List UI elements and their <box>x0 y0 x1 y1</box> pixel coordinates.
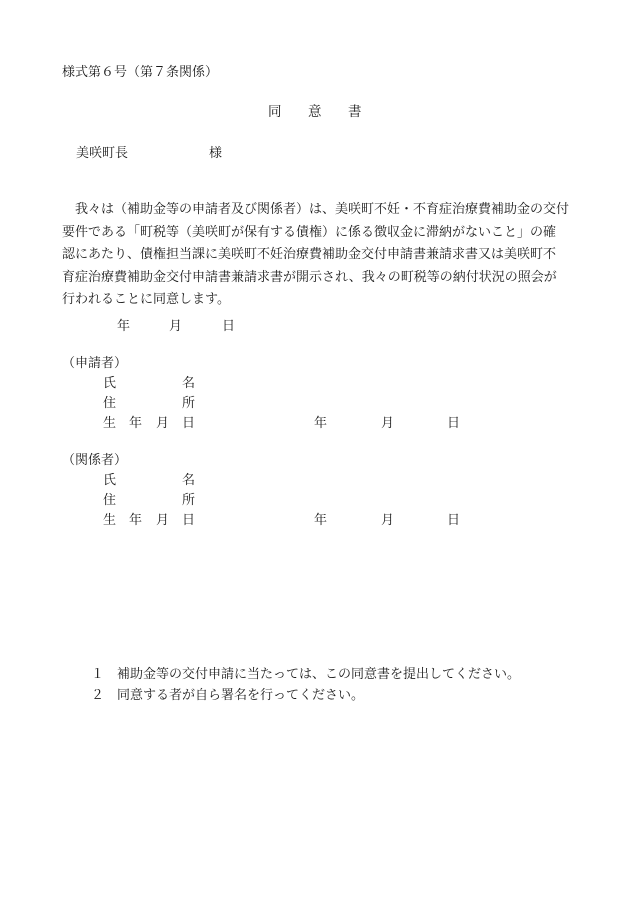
related-heading: （関係者） <box>62 453 128 468</box>
body-line: 我々は（補助金等の申請者及び関係者）は、美咲町不妊・不育症治療費補助金の交付 <box>75 202 570 217</box>
date-month-label: 月 <box>169 319 183 334</box>
title-char-1: 同 <box>268 104 282 120</box>
applicant-address-label-2: 所 <box>182 396 196 411</box>
body-line: 要件である「町税等（美咲町が保有する債権）に係る徴収金に滞納がないこと」の確 <box>62 224 557 240</box>
applicant-birth-month: 月 <box>381 416 395 431</box>
related-address-label-1: 住 <box>103 493 117 508</box>
note-text: 同意する者が自ら署名を行ってください。 <box>117 688 365 703</box>
body-line: 行われることに同意します。 <box>62 292 230 307</box>
related-birth-label-2: 年 <box>129 513 143 528</box>
related-birth-year: 年 <box>314 513 328 528</box>
applicant-birth-label-3: 月 <box>156 416 170 431</box>
related-birth-label-3: 月 <box>156 513 170 528</box>
applicant-birth-label-2: 年 <box>129 416 143 431</box>
applicant-birth-label-1: 生 <box>103 416 117 431</box>
note-number: ２ <box>91 688 105 703</box>
note-number: １ <box>91 667 105 682</box>
related-birth-day: 日 <box>447 513 461 528</box>
applicant-birth-day: 日 <box>447 416 461 431</box>
title-char-2: 意 <box>308 104 322 120</box>
related-name-label-1: 氏 <box>103 473 117 488</box>
addressee-suffix: 様 <box>209 146 223 161</box>
related-address-label-2: 所 <box>182 493 196 508</box>
related-birth-label-4: 日 <box>182 513 196 528</box>
body-line: 育症治療費補助金交付申請書兼請求書が開示され、我々の町税等の納付状況の照会が <box>62 269 557 285</box>
related-birth-label-1: 生 <box>103 513 117 528</box>
related-birth-month: 月 <box>381 513 395 528</box>
applicant-heading: （申請者） <box>62 356 128 371</box>
date-day-label: 日 <box>222 319 236 334</box>
applicant-birth-label-4: 日 <box>182 416 196 431</box>
applicant-birth-year: 年 <box>314 416 328 431</box>
addressee-name: 美咲町長 <box>76 146 129 161</box>
form-id: 様式第６号（第７条関係） <box>62 65 219 80</box>
note-text: 補助金等の交付申請に当たっては、この同意書を提出してください。 <box>117 667 521 682</box>
applicant-address-label-1: 住 <box>103 396 117 411</box>
consent-body <box>62 199 582 312</box>
applicant-name-label-1: 氏 <box>103 376 117 391</box>
body-line: 認にあたり、債権担当課に美咲町不妊治療費補助金交付申請書兼請求書又は美咲町不 <box>62 247 557 262</box>
date-year-label: 年 <box>117 319 131 334</box>
related-name-label-2: 名 <box>182 473 196 488</box>
applicant-name-label-2: 名 <box>182 376 196 391</box>
title-char-3: 書 <box>348 104 362 120</box>
